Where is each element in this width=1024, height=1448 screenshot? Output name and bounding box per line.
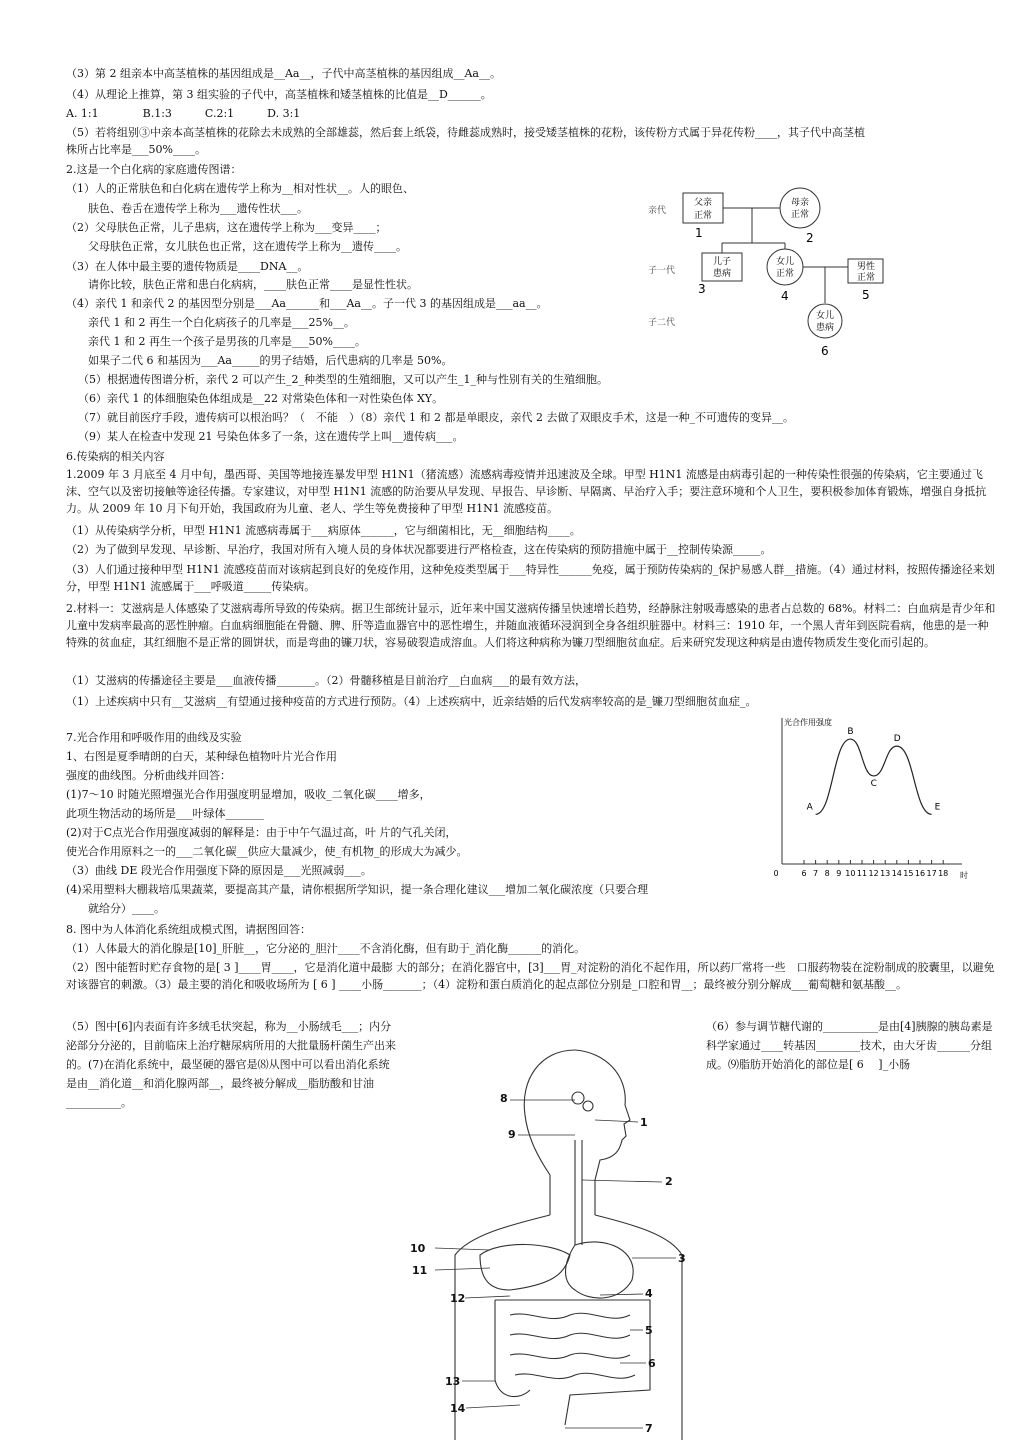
q7-4b: 就给分）____。 bbox=[66, 902, 165, 915]
node-daughter-normal bbox=[767, 249, 803, 303]
label-7: 7 bbox=[645, 1422, 653, 1435]
label-14: 14 bbox=[450, 1402, 466, 1415]
point-label: D bbox=[893, 734, 901, 745]
svg-text:1: 1 bbox=[695, 226, 703, 240]
node-son-affected bbox=[698, 253, 742, 296]
point-label: A bbox=[806, 802, 813, 813]
q2-6: （6）亲代 1 的体细胞染色体组成是__22 对常染色体和一对性染色体 XY。 bbox=[78, 392, 444, 405]
label-2: 2 bbox=[665, 1175, 673, 1188]
q-aids-2: （1）上述疾病中只有__艾滋病__有望通过接种疫苗的方式进行预防。（4）上述疾病中，近亲结婚的后代发病率较高的是_镰刀型细胞贫血症_。 bbox=[66, 695, 757, 708]
q2-4d: 如果子二代 6 和基因为___Aa_____的男子结婚，后代患病的几率是 50%。 bbox=[66, 354, 453, 367]
q2-4c: 亲代 1 和 2 再生一个孩子是男孩的几率是___50%____。 bbox=[66, 335, 366, 348]
svg-text:正常: 正常 bbox=[693, 211, 713, 221]
label-6: 6 bbox=[648, 1357, 656, 1370]
paragraph-h1n1: 1.2009 年 3 月底至 4 月中旬，墨西哥、美国等地接连暴发甲型 H1N1（猪流感）流感病毒疫情并迅速波及全球。甲型 H1N1 流感是由病毒引起的一种传染性很强的传染病，它主要通过飞沫、空气以及密切接触等途径传播。专家建议，对甲型 H1N1 流感的防治要从早发现、早报告、早诊断、早隔离、早治疗入手；要注意环境和个人卫生，要积极参加体育锻炼，增强自身抵抗力。从 2009 年 10 月下旬开始，我国政府为儿童、老人、学生等免费接种了甲型 H1N1 流感疫苗。 bbox=[66, 468, 987, 515]
svg-text:3: 3 bbox=[698, 282, 706, 296]
line-options: A. 1:1 B.1:3 C.2:1 D. 3:1 bbox=[66, 107, 301, 120]
q8-6: （6）参与调节糖代谢的__________是由[4]胰腺的胰岛素是科学家通过____转基因________技术，由大牙齿______分组成。⑼脂肪开始消化的部位是[ 6 ]_小肠 bbox=[706, 1020, 993, 1071]
label-12: 12 bbox=[450, 1292, 466, 1305]
point-label: B bbox=[847, 727, 854, 738]
q7-2: (2)对于C点光合作用强度减弱的解释是：由于中午气温过高，叶 片的气孔关闭， bbox=[66, 826, 457, 839]
svg-text:患病: 患病 bbox=[712, 269, 732, 279]
q2-2b: 父母肤色正常，女儿肤色也正常，这在遗传学上称为__遗传____。 bbox=[66, 240, 407, 253]
q7-4: (4)采用塑料大棚栽培瓜果蔬菜，要提高其产量，请你根据所学知识，提一条合理化建议___增加二氧化碳浓度（只要合理 bbox=[66, 883, 649, 896]
section-digestion: 8. 图中为人体消化系统组成模式图，请据图回答： bbox=[66, 923, 311, 936]
svg-text:患病: 患病 bbox=[815, 323, 835, 333]
x-tick-label: 15 bbox=[903, 869, 914, 878]
q6-2: （2）为了做到早发现、早诊断、早治疗，我国对所有入境人员的身体状况都要进行严格检查，这在传染病的预防措施中属于__控制传染源_____。 bbox=[66, 543, 772, 556]
photosynthesis-chart bbox=[770, 712, 970, 890]
svg-text:4: 4 bbox=[781, 289, 789, 303]
generation-second: 子二代 bbox=[648, 318, 676, 328]
x-tick-label: 7 bbox=[813, 869, 819, 878]
liver bbox=[480, 1244, 570, 1290]
q2-9: （9）某人在检查中发现 21 号染色体多了一条，这在遗传学上叫__遗传病___。 bbox=[78, 430, 464, 443]
x-tick-label: 11 bbox=[856, 869, 868, 878]
point-label: E bbox=[934, 802, 941, 813]
label-1: 1 bbox=[640, 1116, 648, 1129]
x-tick-label: 8 bbox=[824, 869, 830, 878]
label-3: 3 bbox=[678, 1252, 686, 1265]
q2-1b: 肤色、卷舌在遗传学上称为___遗传性状___。 bbox=[66, 202, 308, 215]
svg-text:母亲: 母亲 bbox=[790, 198, 810, 208]
q-aids-1: （1）艾滋病的传播途径主要是___血液传播_______。（2）骨髓移植是目前治疗__白血病___的最有效方法， bbox=[66, 674, 586, 687]
chart-ylabel: 光合作用强度 bbox=[784, 718, 832, 727]
paragraph-aids: 2.材料一：艾滋病是人体感染了艾滋病毒所导致的传染病。据卫生部统计显示，近年来中国艾滋病传播呈快速增长趋势，经静脉注射吸毒感染的患者占总数的 68%。材料二：白血病是青少年和儿童中发病率最高的恶性肿瘤。白血病细胞能在骨髓、脾、肝等造血器官中的恶性增生，并随血液循环浸润到全身各组织脏器中。材料三：1910 年，一个黑人青年到医院看病，他患的是一种特殊的贫血症，其红细胞不是正常的圆饼状，而是弯曲的镰刀状，容易破裂造成溶血。人们将这种病称为镰刀型细胞贫血症。后来研究发现这种病是由遗传物质发生变化而引起的。 bbox=[66, 602, 996, 649]
x-tick-label: 12 bbox=[868, 869, 879, 878]
x-tick-label: 14 bbox=[891, 869, 902, 878]
x-tick-label: 6 bbox=[801, 869, 807, 878]
svg-text:6: 6 bbox=[821, 344, 829, 358]
svg-text:5: 5 bbox=[862, 288, 870, 302]
chart-xlabel: 时 bbox=[960, 871, 968, 880]
svg-text:正常: 正常 bbox=[790, 210, 810, 220]
node-daughter-affected bbox=[808, 304, 842, 358]
q2-4: （4）亲代 1 和亲代 2 的基因型分别是___Aa______和___Aa__。子一代 3 的基因组成是___aa__。 bbox=[66, 297, 548, 310]
q8-1: （1）人体最大的消化腺是[10]_肝脏__，它分泌的_胆汁____不含消化酶，但有助于_消化酶______的消化。 bbox=[66, 942, 586, 955]
node-male-normal bbox=[848, 259, 883, 302]
svg-text:正常: 正常 bbox=[775, 269, 795, 279]
label-4: 4 bbox=[645, 1287, 653, 1300]
generation-parent: 亲代 bbox=[648, 206, 667, 216]
line-4-ratio: （4）从理论上推算，第 3 组实验的子代中，高茎植株和矮茎植株的比值是__D______。 bbox=[66, 88, 492, 101]
q7-1: (1)7～10 时随光照增强光合作用强度明显增加，吸收_二氧化碳____增多， bbox=[66, 788, 431, 801]
q6-3: （3）人们通过接种甲型 H1N1 流感疫苗而对该病起到良好的免疫作用，这种免疫类型属于___特异性______免疫，属于预防传染病的_保护易感人群__措施。（4）通过材料，按照传播途径来划分，甲型 H1N1 流感属于___呼吸道_____传染病。 bbox=[66, 563, 995, 593]
svg-text:儿子: 儿子 bbox=[712, 257, 732, 267]
svg-text:女儿: 女儿 bbox=[775, 257, 795, 267]
q2-3: （3）在人体中最主要的遗传物质是____DNA__。 bbox=[66, 260, 309, 273]
stomach bbox=[566, 1242, 634, 1298]
x-tick-label: 10 bbox=[845, 869, 856, 878]
q7-2b: 使光合作用原料之一的___二氧化碳__供应大量减少，使_有机物_的形成大为减少。 bbox=[66, 845, 468, 858]
x-tick-label: 13 bbox=[880, 869, 891, 878]
q7-intro: 1、右图是夏季晴朗的白天，某种绿色植物叶片光合作用 bbox=[66, 750, 337, 763]
pedigree-chart bbox=[640, 185, 910, 365]
q2-7: （7）就目前医疗手段，遗传病可以根治吗？（ 不能 ）（8）亲代 1 和 2 都是单眼皮，亲代 2 去做了双眼皮手术，这是一种_不可遗传的变异__。 bbox=[78, 411, 794, 424]
q6-1: （1）从传染病学分析，甲型 H1N1 流感病毒属于___病原体______，它与细菌相比，无__细胞结构____。 bbox=[66, 524, 581, 537]
x-tick-label: 0 bbox=[773, 869, 779, 878]
series-line bbox=[816, 739, 932, 814]
line-5-ratio: 株所占比率是___50%____。 bbox=[66, 143, 206, 156]
svg-text:男性: 男性 bbox=[856, 262, 876, 272]
q2-5: （5）根据遗传图谱分析，亲代 2 可以产生_2_种类型的生殖细胞，又可以产生_1_种与性别有关的生殖细胞。 bbox=[78, 373, 608, 386]
section-albinism: 2.这是一个白化病的家庭遗传图谱： bbox=[66, 163, 242, 176]
node-mother bbox=[780, 188, 820, 245]
q7-intro2: 强度的曲线图。分析曲线并回答： bbox=[66, 769, 231, 782]
node-father bbox=[683, 193, 723, 240]
label-11: 11 bbox=[412, 1264, 428, 1277]
label-10: 10 bbox=[410, 1242, 426, 1255]
q8-2: （2）图中能暂时贮存食物的是[ 3 ]____胃____，它是消化道中最膨 大的部分；在消化器官中，[3]___胃_对淀粉的消化不起作用，所以药厂常将一些 口服药物装在淀粉制成的胶囊里，以避免对该器官的刺激。（3）最主要的消化和吸收场所为 [ 6 ] ____小肠_______；（4）淀粉和蛋白质消化的起点部位分别是_口腔和胃__；最终被分别分解成___葡萄糖和氨基酸__。 bbox=[66, 961, 995, 991]
q2-1: （1）人的正常肤色和白化病在遗传学上称为__相对性状__。人的眼色、 bbox=[66, 182, 414, 195]
svg-text:2: 2 bbox=[806, 231, 814, 245]
label-9: 9 bbox=[508, 1128, 516, 1141]
label-8: 8 bbox=[500, 1092, 508, 1105]
digestive-system-diagram bbox=[400, 1040, 700, 1442]
q8-5: （5）图中[6]内表面有许多绒毛状突起，称为__小肠绒毛___；内分泌部分分泌的，目前临床上治疗糖尿病所用的大批量肠杆菌生产出来的。(7)在消化系统中，最坚硬的器官是⑻从图中可以看出消化系统是由__消化道__和消化腺两部__，最终被分解成__脂肪酸和甘油__________。 bbox=[66, 1020, 396, 1109]
q7-3: （3）曲线 DE 段光合作用强度下降的原因是___光照减弱___。 bbox=[66, 864, 372, 877]
label-5: 5 bbox=[645, 1324, 653, 1337]
line-3-genotype: （3）第 2 组亲本中高茎植株的基因组成是__Aa__，子代中高茎植株的基因组成__Aa__。 bbox=[66, 67, 501, 80]
section-photosynthesis: 7.光合作用和呼吸作用的曲线及实验 bbox=[66, 731, 242, 744]
x-tick-label: 16 bbox=[914, 869, 926, 878]
svg-text:父亲: 父亲 bbox=[693, 198, 713, 208]
line-5-pollination: （5）若将组别③中亲本高茎植株的花除去未成熟的全部雄蕊，然后套上纸袋，待雌蕊成熟时，接受矮茎植株的花粉，该传粉方式属于异花传粉____，其子代中高茎植 bbox=[66, 126, 865, 139]
svg-text:女儿: 女儿 bbox=[815, 311, 835, 321]
x-tick-label: 9 bbox=[836, 869, 842, 878]
generation-first: 子一代 bbox=[648, 266, 676, 276]
q2-3b: 请你比较，肤色正常和患白化病病，____肤色正常____是显性性状。 bbox=[66, 278, 418, 291]
q2-2: （2）父母肤色正常，儿子患病，这在遗传学上称为___变异____； bbox=[66, 221, 387, 234]
x-tick-label: 18 bbox=[938, 869, 949, 878]
point-label: C bbox=[870, 778, 877, 789]
label-13: 13 bbox=[445, 1375, 461, 1388]
q7-1b: 此项生物活动的场所是___叶绿体_______ bbox=[66, 807, 264, 820]
x-tick-label: 17 bbox=[926, 869, 937, 878]
q2-4b: 亲代 1 和 2 再生一个白化病孩子的几率是___25%__。 bbox=[66, 316, 355, 329]
section-infectious: 6.传染病的相关内容 bbox=[66, 450, 165, 463]
svg-text:正常: 正常 bbox=[856, 273, 876, 283]
small-intestine bbox=[510, 1313, 635, 1378]
